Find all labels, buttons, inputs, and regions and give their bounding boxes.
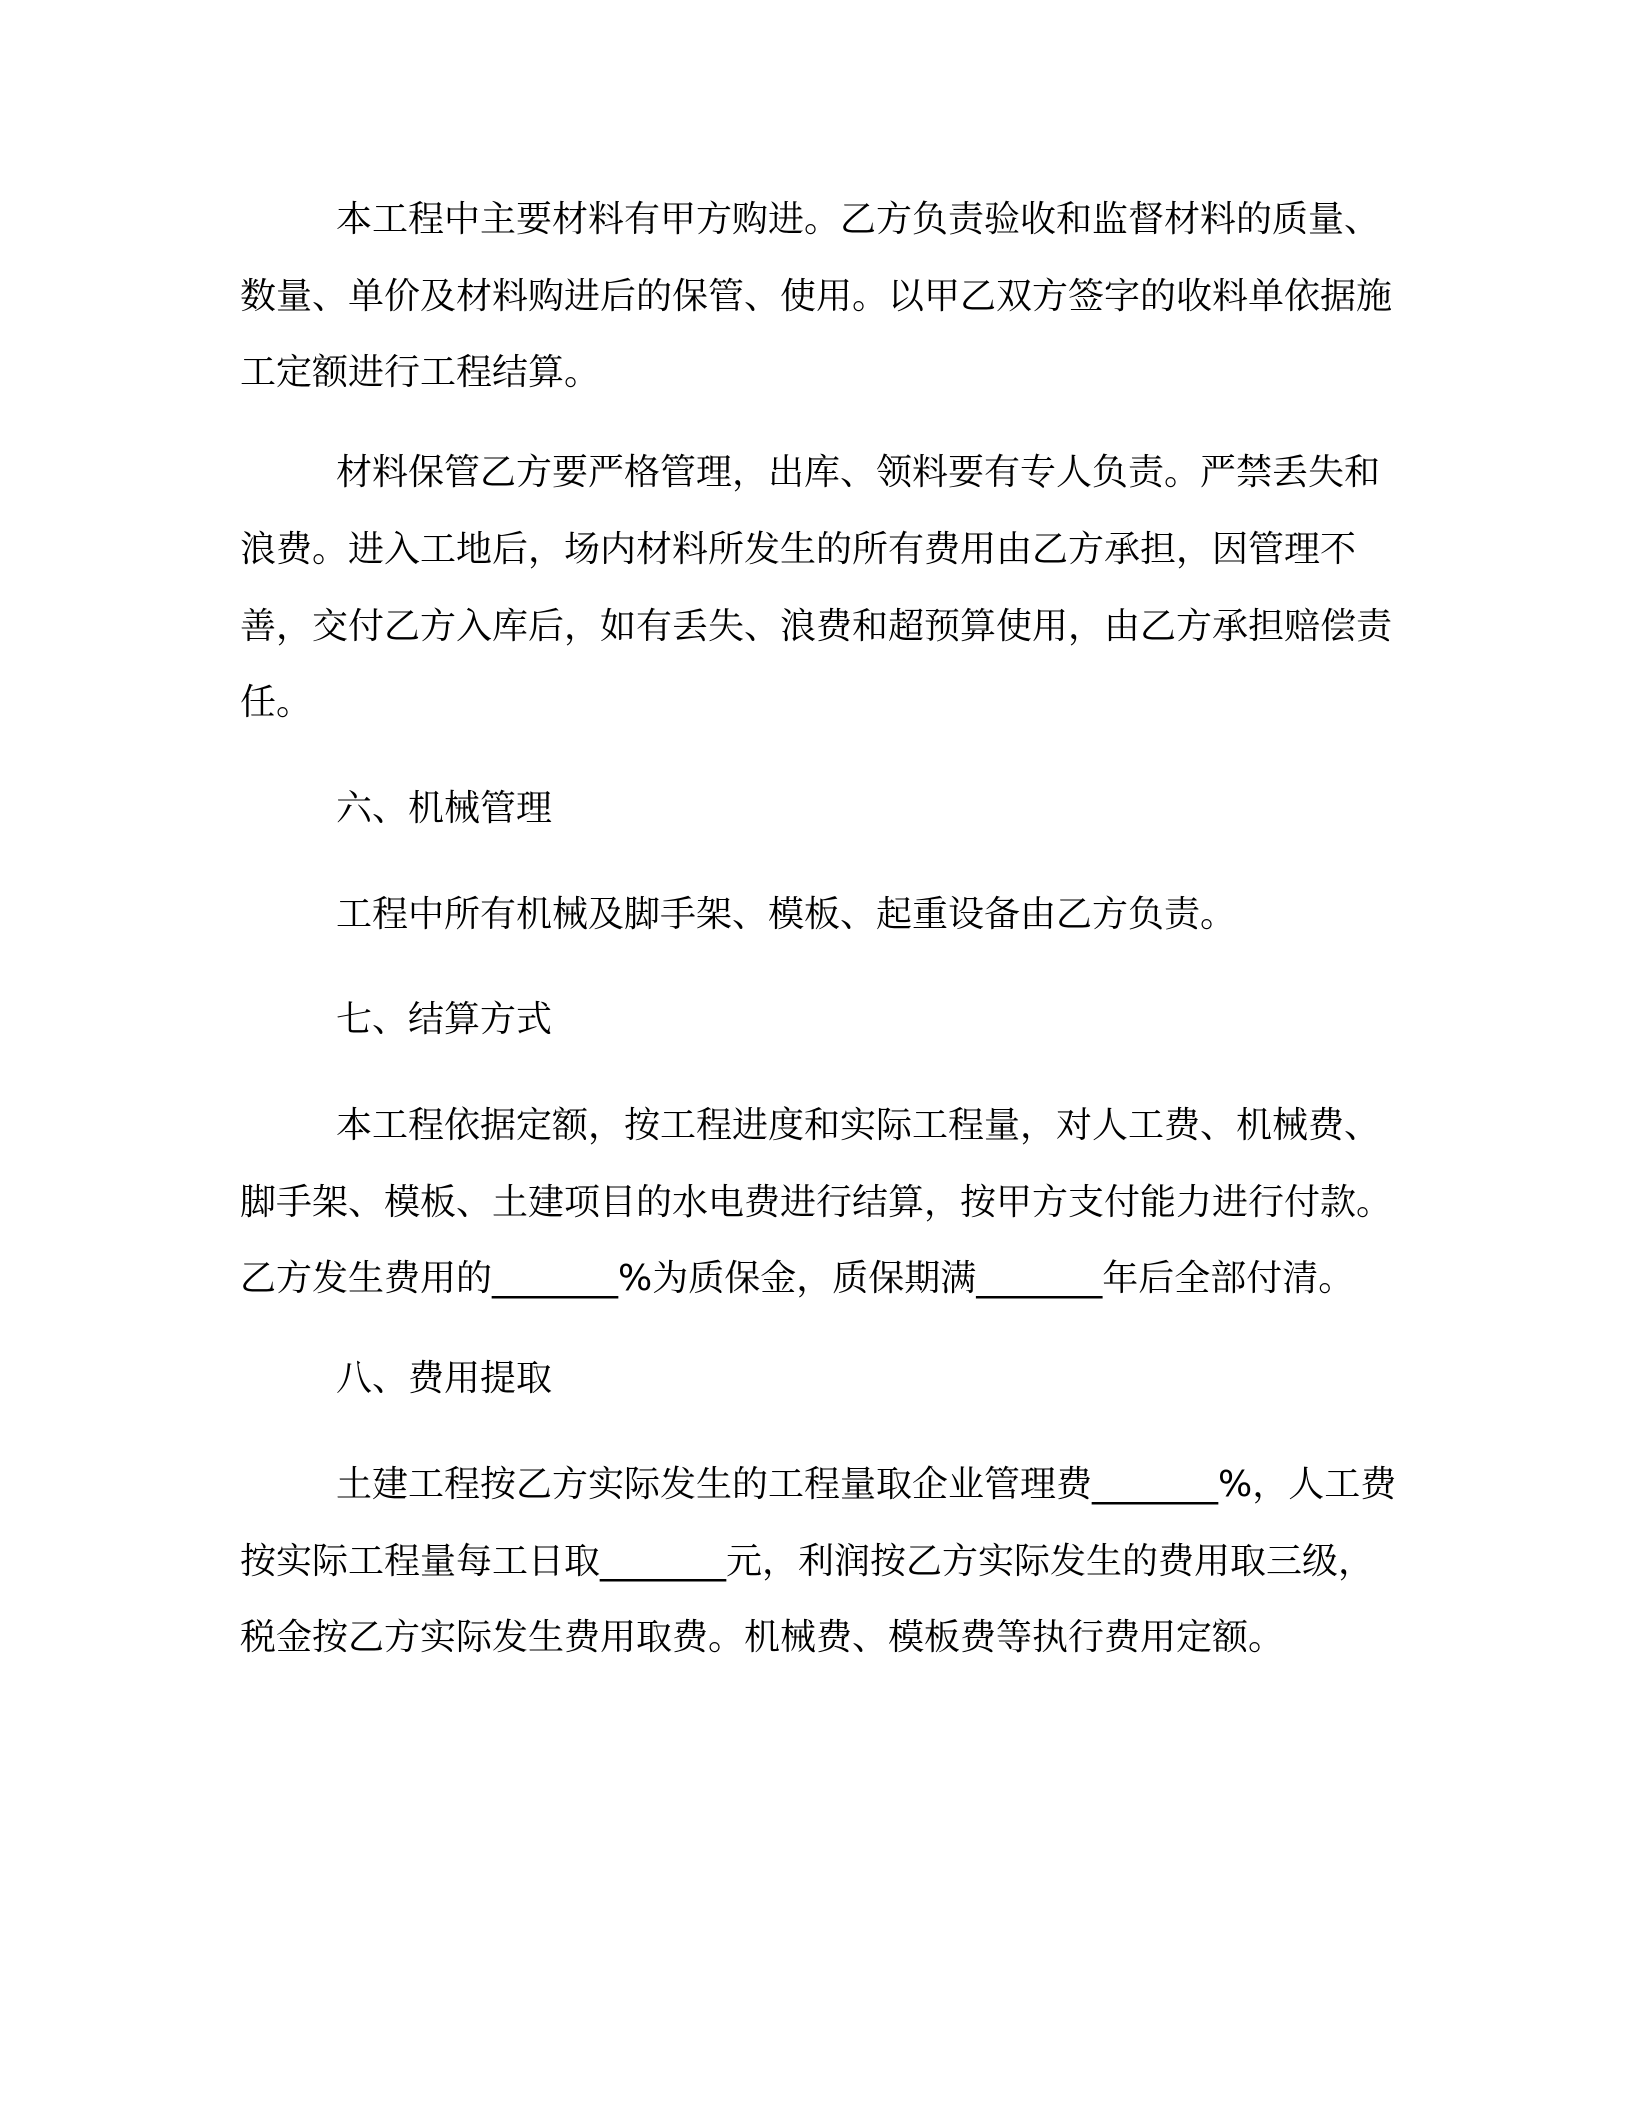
section-heading-settlement: 七、结算方式 [336,999,553,1041]
paragraph-settlement: 本工程依据定额，按工程进度和实际工程量，对人工费、机械费、脚手架、模板、土建项目的水电费进行结算，按甲方支付能力进行付款。乙方发生费用的_______%为质保金，质保期满_______年后全部付清。 [240,1105,1393,1300]
section-heading-fees: 八、费用提取 [336,1358,553,1400]
paragraph-material-purchase: 本工程中主要材料有甲方购进。乙方负责验收和监督材料的质量、数量、单价及材料购进后的保管、使用。以甲乙双方签字的收料单依据施工定额进行工程结算。 [240,199,1393,394]
paragraph-fees: 土建工程按乙方实际发生的工程量取企业管理费_______%，人工费按实际工程量每工日取_______元，利润按乙方实际发生的费用取三级，税金按乙方实际发生费用取费。机械费、模板费等执行费用定额。 [240,1463,1397,1659]
paragraph-machinery: 工程中所有机械及脚手架、模板、起重设备由乙方负责。 [336,893,1237,935]
section-heading-machinery: 六、机械管理 [336,787,553,829]
document-page [240,182,1400,1677]
paragraph-material-storage: 材料保管乙方要严格管理，出库、领料要有专人负责。严禁丢失和浪费。进入工地后，场内材料所发生的所有费用由乙方承担，因管理不善，交付乙方入库后，如有丢失、浪费和超预算使用，由乙方承担赔偿责任。 [240,452,1393,724]
